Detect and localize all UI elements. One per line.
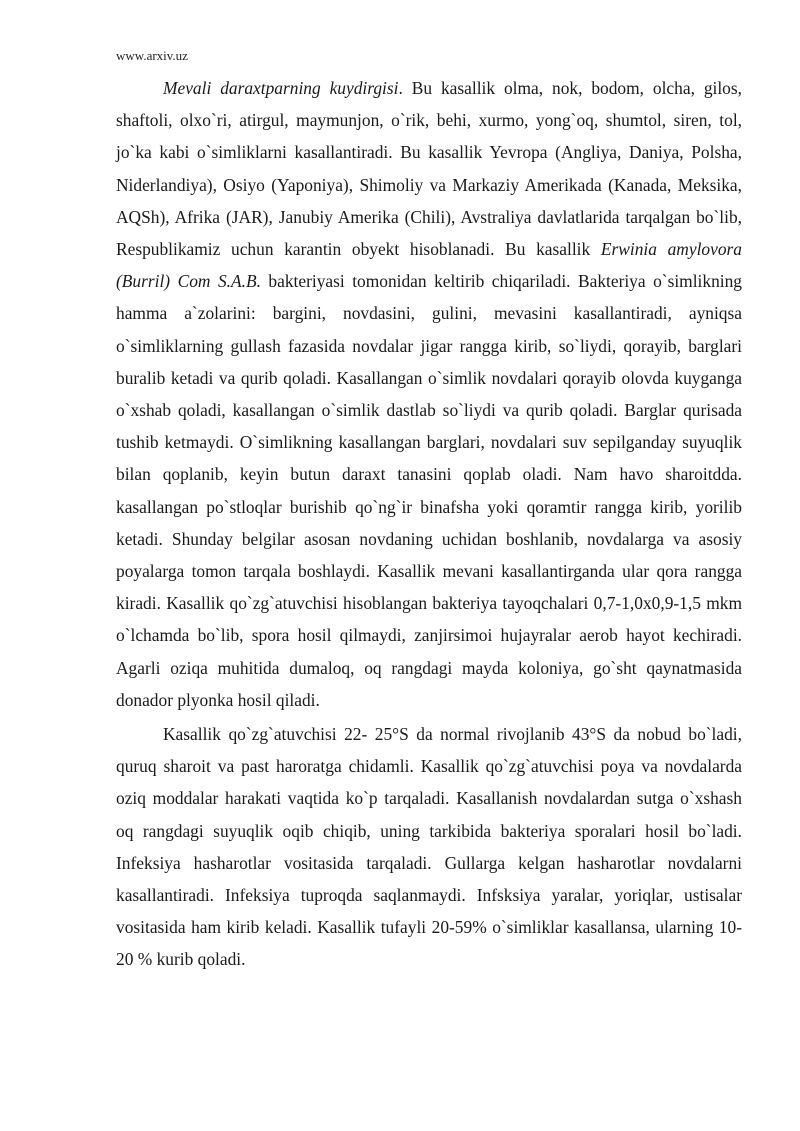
paragraph-1-text-a: . Bu kasallik olma, nok, bodom, olcha, gilos, shaftoli, olxo`ri, atirgul, maymunjon, o`rik, behi, xurmo, yong`oq, shumtol, siren, tol, jo`ka kabi o`simliklarni kasallantiradi. Bu kasallik Yevropa (Angliya, Daniya, Polsha, Niderlandiya), Osiyo (Yaponiya), Shimoliy va Markaziy Amerikada (Kanada, Meksika, AQSh), Afrika (JAR), Janubiy Amerika (Chili), Avstraliya davlatlarida tarqalgan bo`lib, Respublikamiz uchun karantin obyekt hisoblanadi. Bu kasallik [116,78,742,260]
paragraph-1 [116,72,742,716]
paragraph-1-text-b: bakteriyasi tomonidan keltirib chiqariladi. Bakteriya o`simlikning hamma a`zolarini: bargini, novdasini, gulini, mevasini kasallantiradi, ayniqsa o`simliklarning gullash fazasida novdalar jigar rangga kirib, so`liydi, qorayib, barglari buralib ketadi va qurib qoladi. Kasallangan o`simlik novdalari qorayib olovda kuyganga o`xshab qoladi, kasallangan o`simlik dastlab so`liydi va qurib qoladi. Barglar qurisada tushib ketmaydi. O`simlikning kasallangan barglari, novdalari suv sepilganday suyuqlik bilan qoplanib, keyin butun daraxt tanasini qoplab oladi. Nam havo sharoitdda. kasallangan po`stloqlar burishib qo`ng`ir binafsha yoki qoramtir rangga kirib, yorilib ketadi. Shunday belgilar asosan novdaning uchidan boshlanib, novdalarga va asosiy poyalarga tomon tarqala boshlaydi. Kasallik mevani kasallantirganda ular qora rangga kiradi. Kasallik qo`zg`atuvchisi hisoblangan bakteriya tayoqchalari 0,7-1,0x0,9-1,5 mkm o`lchamda bo`lib, spora hosil qilmaydi, zanjirsimoi hujayralar aerob hayot kechiradi. Agarli oziqa muhitida dumaloq, oq rangdagi mayda koloniya, go`sht qaynatmasida donador plyonka hosil qiladi. [116,271,742,710]
species-name: Erwinia amylovora (Burril) Com S.A.B. [116,239,742,292]
paragraph-2: Kasallik qo`zg`atuvchisi 22- 25°S da normal rivojlanib 43°S da nobud bo`ladi, quruq sharoit va past haroratga chidamli. Kasallik qo`zg`atuvchisi poya va novdalarda oziq moddalar harakati vaqtida ko`p tarqaladi. Kasallanish novdalardan sutga o`xshash oq rangdagi suyuqlik oqib chiqib, uning tarkibida bakteriya sporalari hosil bo`ladi. Infeksiya hasharotlar vositasida tarqaladi. Gullarga kelgan hasharotlar novdalarni kasallantiradi. Infeksiya tuproqda saqlanmaydi. Infsksiya yaralar, yoriqlar, ustisalar vositasida ham kirib keladi. Kasallik tufayli 20-59% o`simliklar kasallansa, ularning 10- 20 % kurib qoladi. [116,724,742,970]
document-body [116,72,742,976]
page-header-url: www.arxiv.uz [116,48,188,63]
section-title: Mevali daraxtparning kuydirgisi [163,78,399,98]
